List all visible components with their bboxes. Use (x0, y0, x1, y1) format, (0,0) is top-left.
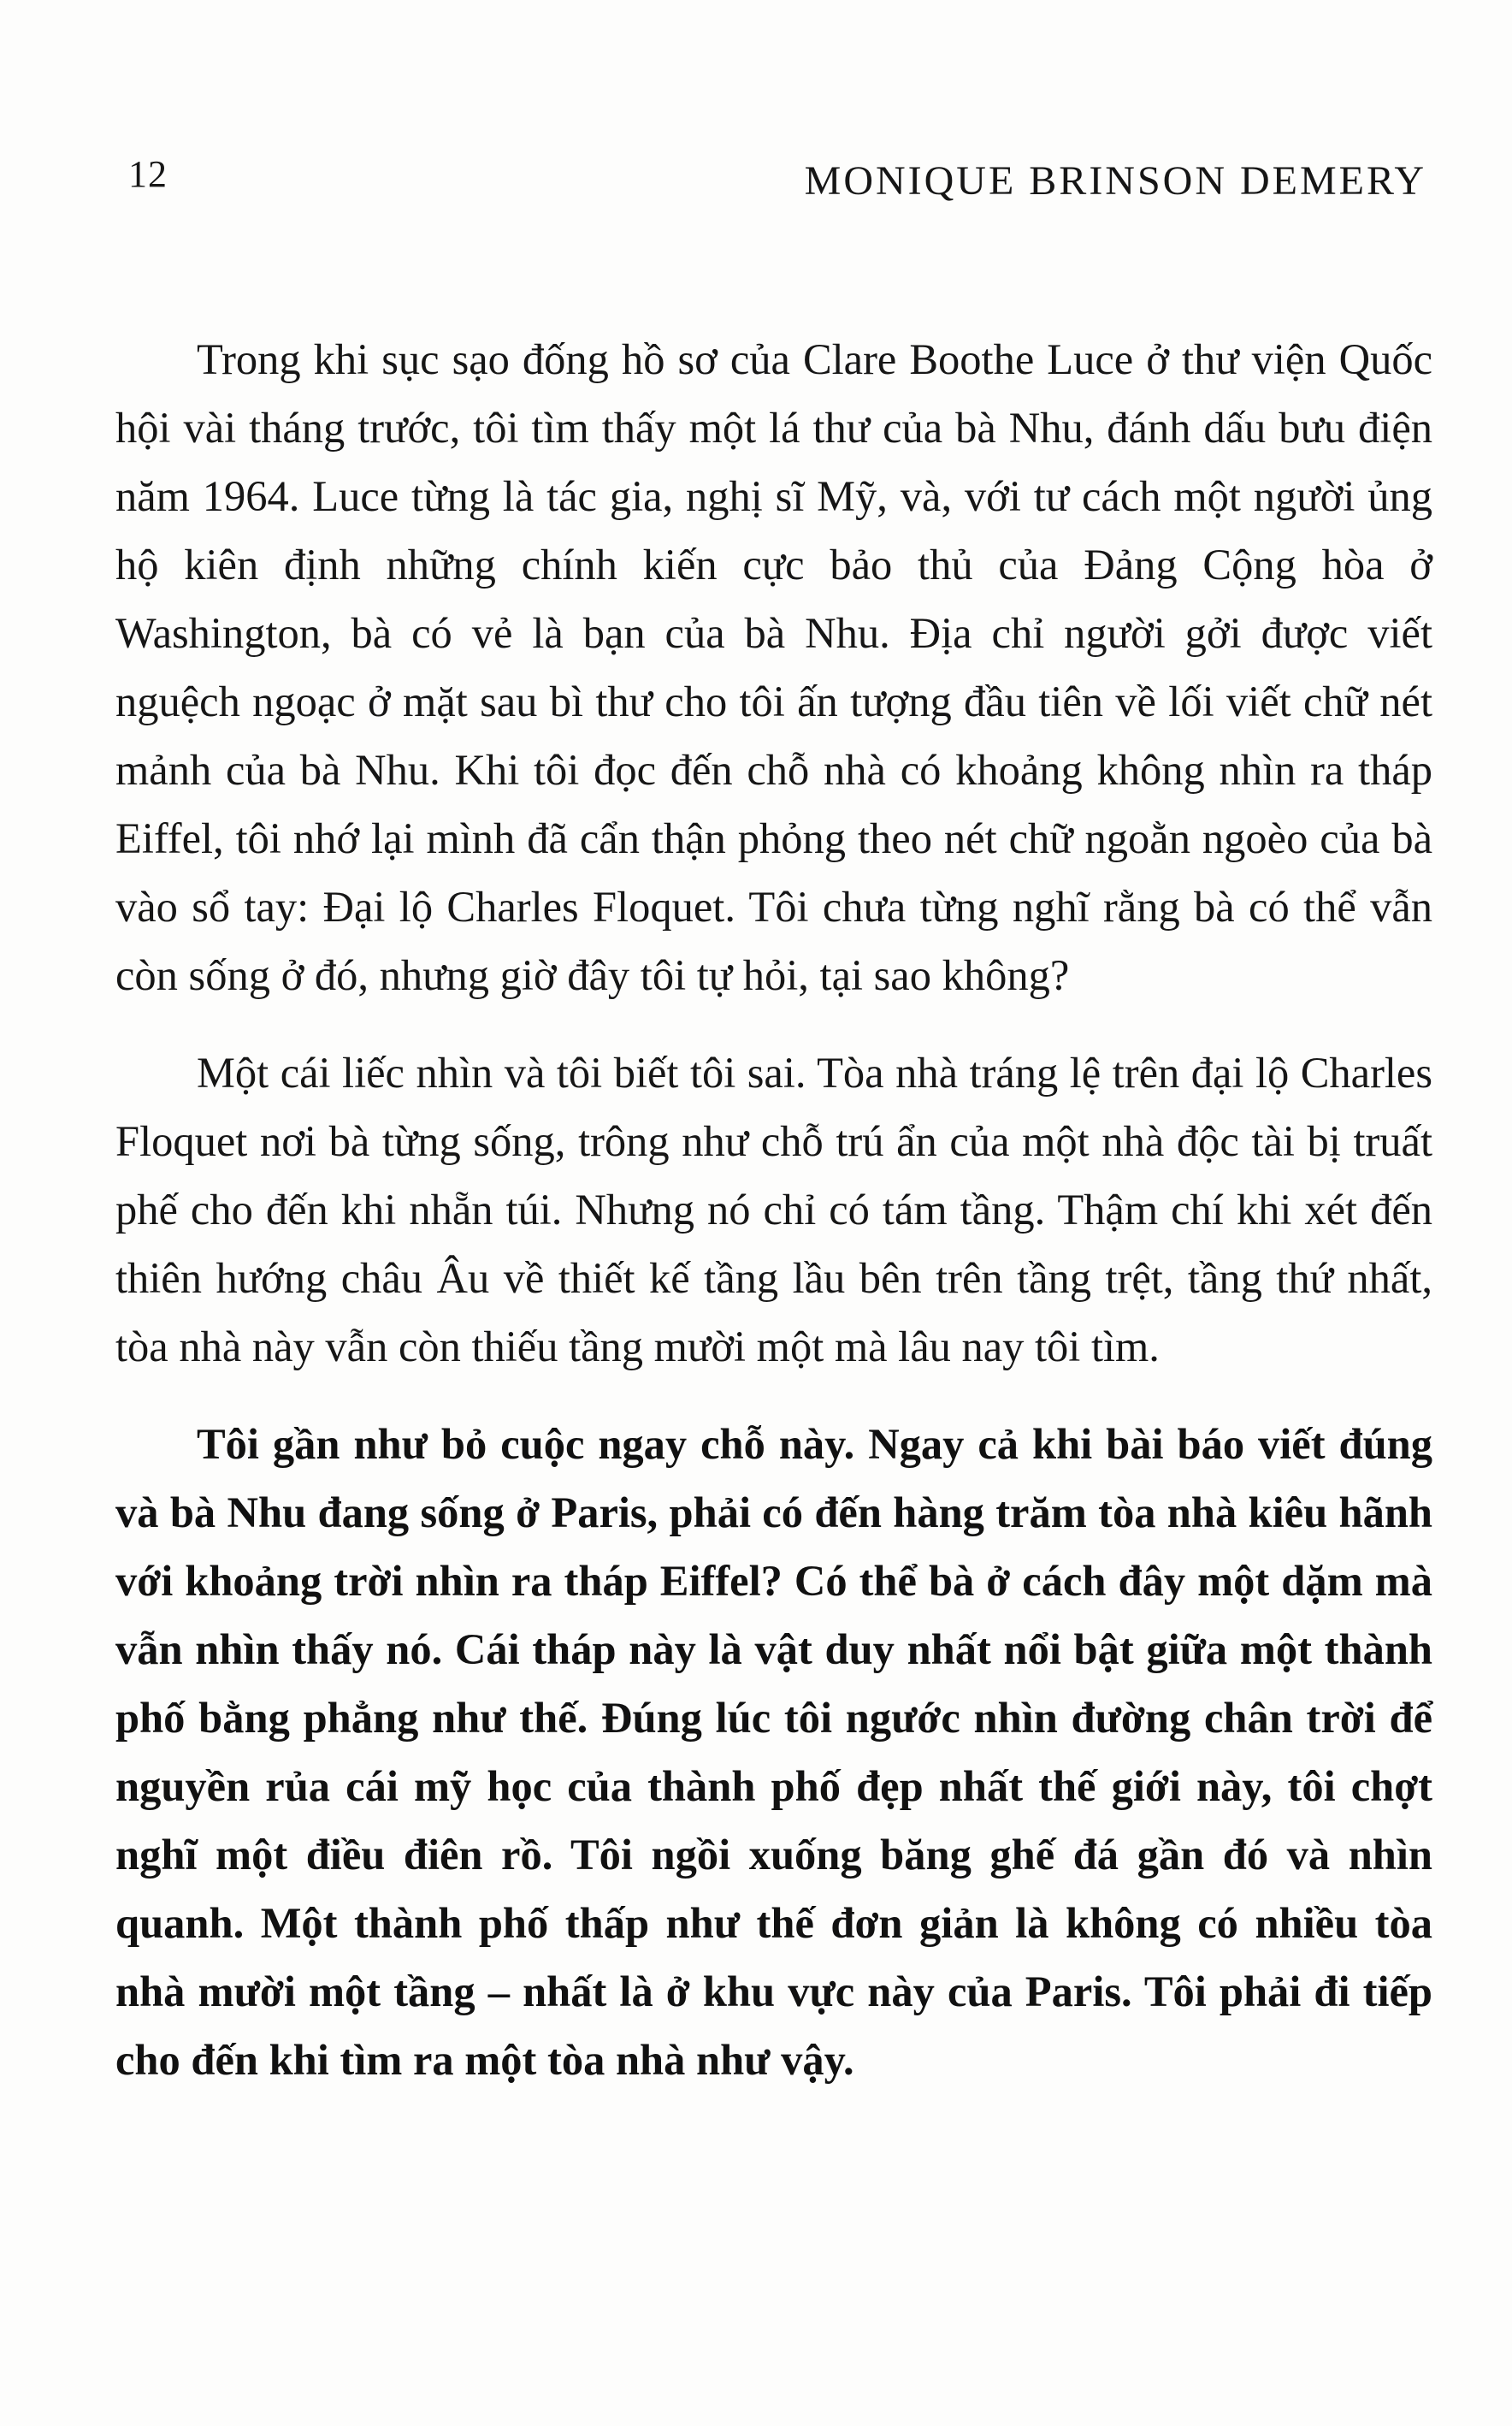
paragraph: Một cái liếc nhìn và tôi biết tôi sai. Tòa nhà tráng lệ trên đại lộ Charles Floquet nơi bà từng sống, trông như chỗ trú ẩn của một nhà độc tài bị truất phế cho đến khi nhẵn túi. Nhưng nó chỉ có tám tầng. Thậm chí khi xét đến thiên hướng châu Âu về thiết kế tầng lầu bên trên tầng trệt, tầng thứ nhất, tòa nhà này vẫn còn thiếu tầng mười một mà lâu nay tôi tìm. (115, 1049, 1432, 1370)
body-text (115, 325, 1432, 2123)
page-number: 12 (128, 153, 168, 195)
running-head-author: MONIQUE BRINSON DEMERY (804, 158, 1426, 204)
paragraph: Trong khi sục sạo đống hồ sơ của Clare Boothe Luce ở thư viện Quốc hội vài tháng trước, tôi tìm thấy một lá thư của bà Nhu, đánh dấu bưu điện năm 1964. Luce từng là tác gia, nghị sĩ Mỹ, và, với tư cách một người ủng hộ kiên định những chính kiến cực bảo thủ của Đảng Cộng hòa ở Washington, bà có vẻ là bạn của bà Nhu. Địa chỉ người gởi được viết nguệch ngoạc ở mặt sau bì thư cho tôi ấn tượng đầu tiên về lối viết chữ nét mảnh của bà Nhu. Khi tôi đọc đến chỗ nhà có khoảng không nhìn ra tháp Eiffel, tôi nhớ lại mình đã cẩn thận phỏng theo nét chữ ngoằn ngoèo của bà vào sổ tay: Đại lộ Charles Floquet. Tôi chưa từng nghĩ rằng bà có thể vẫn còn sống ở đó, nhưng giờ đây tôi tự hỏi, tại sao không? (115, 335, 1432, 999)
page-header (128, 152, 1426, 212)
paragraph: Tôi gần như bỏ cuộc ngay chỗ này. Ngay cả khi bài báo viết đúng và bà Nhu đang sống ở Paris, phải có đến hàng trăm tòa nhà kiêu hãnh với khoảng trời nhìn ra tháp Eiffel? Có thể bà ở cách đây một dặm mà vẫn nhìn thấy nó. Cái tháp này là vật duy nhất nổi bật giữa một thành phố bằng phẳng như thế. Đúng lúc tôi ngước nhìn đường chân trời để nguyền rủa cái mỹ học của thành phố đẹp nhất thế giới này, tôi chợt nghĩ một điều điên rồ. Tôi ngồi xuống băng ghế đá gần đó và nhìn quanh. Một thành phố thấp như thế đơn giản là không có nhiều tòa nhà mười một tầng – nhất là ở khu vực này của Paris. Tôi phải đi tiếp cho đến khi tìm ra một tòa nhà như vậy. (115, 1420, 1432, 2084)
